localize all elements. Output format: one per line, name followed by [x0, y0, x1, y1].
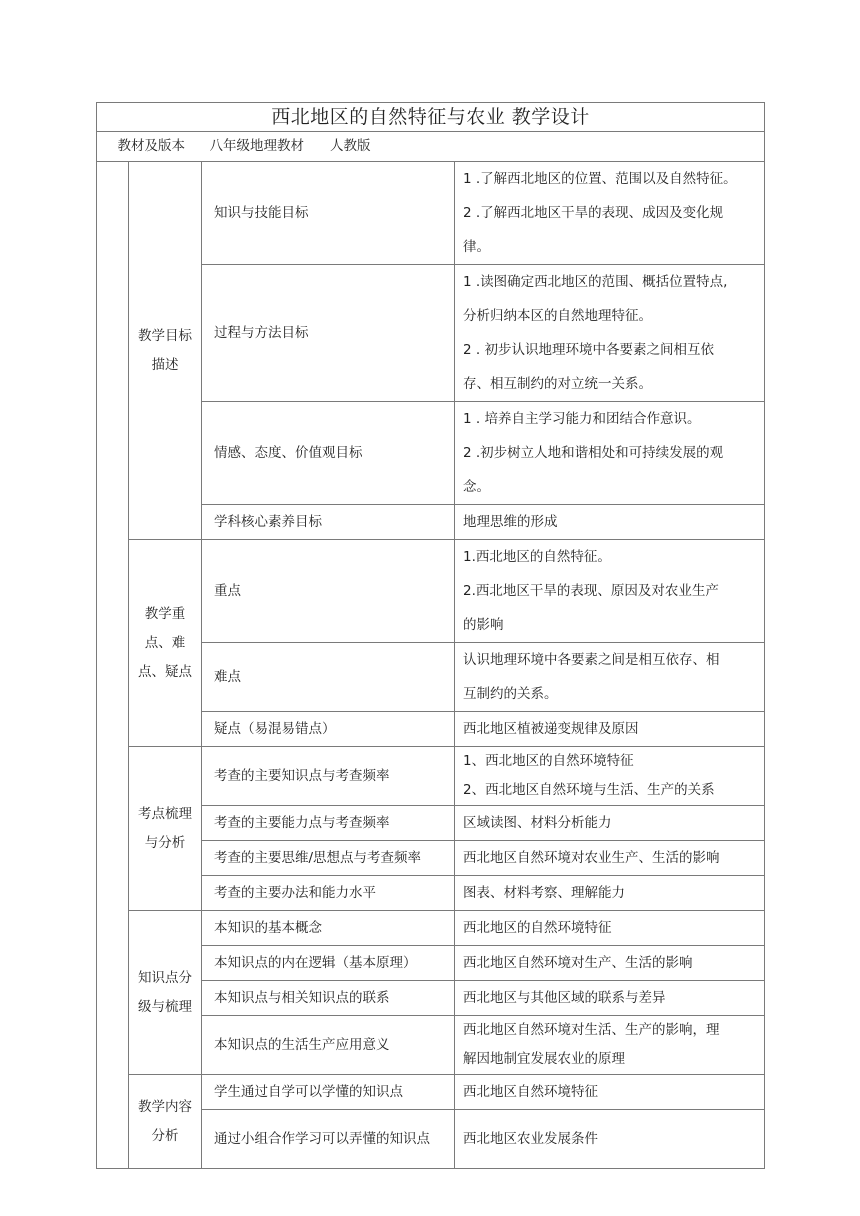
content-line: 2.西北地区干旱的表现、原因及对农业生产: [463, 583, 719, 599]
edition-grade: 八年级地理教材: [209, 138, 304, 154]
section-label-content: 教学内容分析: [129, 1075, 202, 1169]
content-group-study: [455, 1110, 765, 1169]
content-line: 2 .了解西北地区干旱的表现、成因及变化规: [463, 205, 724, 221]
content-line: 西北地区自然环境特征: [463, 1084, 598, 1100]
content-knowledge-skills: [455, 162, 765, 265]
edition-label: 教材及版本: [97, 132, 202, 162]
item-key-point: 重点: [202, 540, 455, 643]
content-line: 西北地区植被递变规律及原因: [463, 721, 639, 737]
content-line: 西北地区自然环境对生产、生活的影响: [463, 955, 693, 971]
edition-value: [202, 132, 765, 162]
item-exam-method: 考查的主要办法和能力水平: [202, 876, 455, 911]
item-inner-logic: 本知识点的内在逻辑（基本原理）: [202, 946, 455, 981]
content-exam-knowledge: [455, 747, 765, 806]
content-line: 2、西北地区自然环境与生活、生产的关系: [463, 782, 715, 798]
content-line: 2 . 初步认识地理环境中各要素之间相互依: [463, 342, 714, 358]
content-basic-concept: [455, 911, 765, 946]
lesson-plan-table: [96, 102, 765, 1169]
content-line: 互制约的关系。: [463, 686, 558, 702]
content-exam-method: [455, 876, 765, 911]
content-line: 分析归纳本区的自然地理特征。: [463, 308, 652, 324]
content-emotion-values: [455, 402, 765, 505]
content-line: 1、西北地区的自然环境特征: [463, 753, 634, 769]
content-line: 西北地区农业发展条件: [463, 1131, 598, 1147]
content-doubt-point: [455, 712, 765, 747]
content-key-point: [455, 540, 765, 643]
section-label-exam: 考点梳理与分析: [129, 747, 202, 911]
item-emotion-values: 情感、态度、价值观目标: [202, 402, 455, 505]
section-label-keypoints: 教学重点、难点、疑点: [129, 540, 202, 747]
content-line: 律。: [463, 239, 490, 255]
content-inner-logic: [455, 946, 765, 981]
item-core-literacy: 学科核心素养目标: [202, 505, 455, 540]
item-knowledge-skills: 知识与技能目标: [202, 162, 455, 265]
item-doubt-point: 疑点（易混易错点）: [202, 712, 455, 747]
section-label-knowledge: 知识点分级与梳理: [129, 911, 202, 1075]
content-process-method: [455, 265, 765, 402]
content-application: [455, 1016, 765, 1075]
content-line: 念。: [463, 479, 490, 495]
item-exam-ability: 考查的主要能力点与考查频率: [202, 806, 455, 841]
item-process-method: 过程与方法目标: [202, 265, 455, 402]
content-line: 地理思维的形成: [463, 514, 558, 530]
item-application: 本知识点的生活生产应用意义: [202, 1016, 455, 1075]
item-related-links: 本知识点与相关知识点的联系: [202, 981, 455, 1016]
content-line: 1.西北地区的自然特征。: [463, 549, 611, 565]
content-line: 认识地理环境中各要素之间是相互依存、相: [463, 652, 720, 668]
content-related-links: [455, 981, 765, 1016]
content-line: 西北地区自然环境对农业生产、生活的影响: [463, 850, 720, 866]
content-line: 区域读图、材料分析能力: [463, 815, 612, 831]
document-title: 西北地区的自然特征与农业 教学设计: [97, 103, 765, 132]
lesson-plan-document: [96, 102, 764, 1169]
item-exam-thinking: 考查的主要思维/思想点与考查频率: [202, 841, 455, 876]
item-difficult-point: 难点: [202, 643, 455, 712]
content-line: 存、相互制约的对立统一关系。: [463, 376, 652, 392]
section-label-objectives: 教学目标描述: [129, 162, 202, 540]
content-line: 解因地制宜发展农业的原理: [463, 1051, 625, 1067]
content-line: 图表、材料考察、理解能力: [463, 885, 625, 901]
content-self-study: [455, 1075, 765, 1110]
edition-publisher: 人教版: [330, 138, 371, 154]
content-line: 西北地区的自然环境特征: [463, 920, 612, 936]
content-line: 的影响: [463, 617, 504, 633]
item-self-study: 学生通过自学可以学懂的知识点: [202, 1075, 455, 1110]
content-exam-ability: [455, 806, 765, 841]
item-exam-knowledge: 考查的主要知识点与考查频率: [202, 747, 455, 806]
content-exam-thinking: [455, 841, 765, 876]
content-difficult-point: [455, 643, 765, 712]
content-line: 西北地区与其他区域的联系与差异: [463, 990, 666, 1006]
content-line: 2 .初步树立人地和谐相处和可持续发展的观: [463, 445, 724, 461]
content-line: 1 .了解西北地区的位置、范围以及自然特征。: [463, 171, 737, 187]
content-line: 1 . 培养自主学习能力和团结合作意识。: [463, 411, 701, 427]
item-basic-concept: 本知识的基本概念: [202, 911, 455, 946]
item-group-study: 通过小组合作学习可以弄懂的知识点: [202, 1110, 455, 1169]
content-line: 1 .读图确定西北地区的范围、概括位置特点,: [463, 274, 728, 290]
content-core-literacy: [455, 505, 765, 540]
left-margin-column: [97, 162, 129, 1169]
content-line: 西北地区自然环境对生活、生产的影响，理: [463, 1022, 720, 1038]
